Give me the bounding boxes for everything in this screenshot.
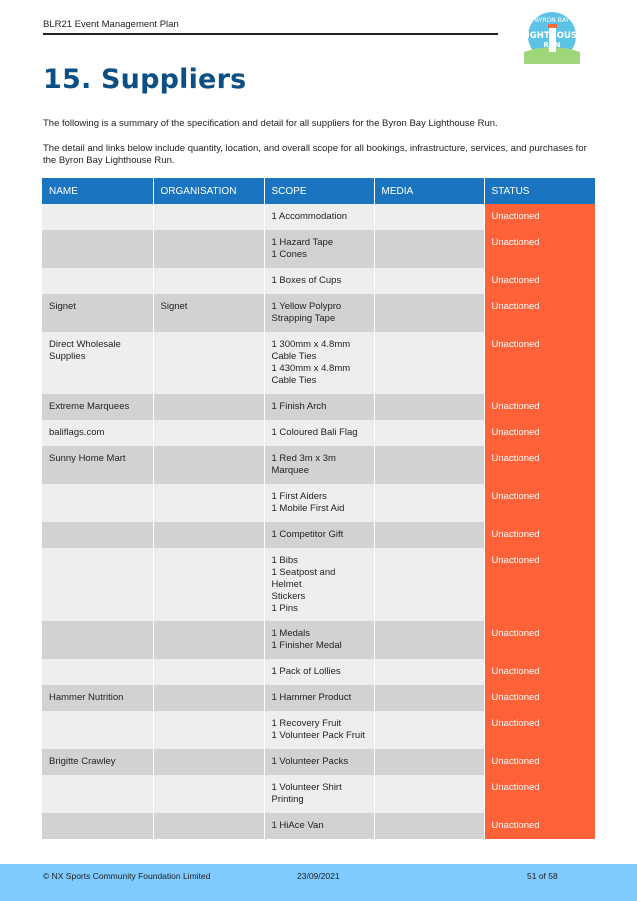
scope-line: 1 Pack of Lollies	[271, 666, 341, 677]
scope-line: Cable Ties	[271, 375, 317, 386]
cell-organisation	[153, 659, 264, 685]
scope-line: 1 Volunteer Pack Fruit	[271, 730, 365, 741]
column-header-scope: SCOPE	[264, 178, 374, 204]
status-badge: Unactioned	[484, 659, 595, 685]
scope-line: 1 Yellow Polypro	[271, 301, 342, 312]
logo-line1: BYRON BAY	[534, 17, 570, 24]
table-row	[42, 446, 595, 484]
table-body	[42, 204, 595, 839]
cell-scope	[264, 775, 374, 813]
cell-name	[42, 659, 153, 685]
scope-line: 1 300mm x 4.8mm	[271, 339, 351, 350]
cell-media	[374, 685, 484, 711]
status-badge: Unactioned	[484, 420, 595, 446]
intro-paragraph-2: The detail and links below include quantity, location, and overall scope for all bookings, infrastructure, services, and purchases for the Byron Bay Lighthouse Run.	[43, 143, 587, 166]
cell-name	[42, 711, 153, 749]
table-row	[42, 685, 595, 711]
cell-media	[374, 294, 484, 332]
cell-scope	[264, 484, 374, 522]
cell-scope	[264, 522, 374, 548]
scope-line: 1 Volunteer Packs	[271, 756, 349, 767]
scope-line: 1 Finisher Medal	[271, 640, 342, 651]
scope-line: 1 Red 3m x 3m	[271, 453, 336, 464]
cell-media	[374, 268, 484, 294]
footer-date: 23/09/2021	[297, 871, 340, 881]
cell-scope	[264, 548, 374, 621]
status-badge: Unactioned	[484, 621, 595, 659]
cell-media	[374, 420, 484, 446]
cell-name	[42, 268, 153, 294]
header-rule	[43, 33, 498, 35]
scope-line: 1 HiAce Van	[271, 820, 324, 831]
cell-name: baliflags.com	[42, 420, 153, 446]
cell-organisation	[153, 813, 264, 839]
scope-line: 1 Coloured Bali Flag	[271, 427, 358, 438]
cell-scope	[264, 711, 374, 749]
status-badge: Unactioned	[484, 685, 595, 711]
table-row	[42, 294, 595, 332]
status-badge: Unactioned	[484, 749, 595, 775]
scope-line: Cable Ties	[271, 351, 317, 362]
cell-media	[374, 484, 484, 522]
cell-name: Hammer Nutrition	[42, 685, 153, 711]
cell-media	[374, 775, 484, 813]
scope-line: 1 Finish Arch	[271, 401, 327, 412]
cell-name: Signet	[42, 294, 153, 332]
scope-line: Strapping Tape	[271, 313, 336, 324]
cell-scope	[264, 813, 374, 839]
table-row	[42, 749, 595, 775]
column-header-organisation: ORGANISATION	[153, 178, 264, 204]
cell-name	[42, 548, 153, 621]
cell-scope	[264, 749, 374, 775]
footer-page-number: 51 of 58	[527, 871, 558, 881]
cell-organisation	[153, 685, 264, 711]
footer	[0, 864, 637, 901]
cell-media	[374, 332, 484, 394]
table-row	[42, 711, 595, 749]
scope-line: 1 Boxes of Cups	[271, 275, 342, 286]
status-badge: Unactioned	[484, 394, 595, 420]
cell-scope	[264, 394, 374, 420]
cell-organisation	[153, 548, 264, 621]
cell-media	[374, 204, 484, 230]
table-row	[42, 268, 595, 294]
cell-media	[374, 230, 484, 268]
scope-line: 1 430mm x 4.8mm	[271, 363, 351, 374]
cell-name	[42, 230, 153, 268]
cell-name	[42, 813, 153, 839]
cell-scope	[264, 332, 374, 394]
cell-scope	[264, 420, 374, 446]
cell-name: Extreme Marquees	[42, 394, 153, 420]
intro-paragraph-1: The following is a summary of the specification and detail for all suppliers for the Byron Bay Lighthouse Run.	[43, 118, 498, 129]
cell-organisation	[153, 446, 264, 484]
table-row	[42, 332, 595, 394]
status-badge: Unactioned	[484, 484, 595, 522]
scope-line: 1 First Aiders	[271, 491, 327, 502]
lighthouse-run-logo	[518, 12, 584, 64]
table-row	[42, 659, 595, 685]
cell-organisation	[153, 204, 264, 230]
status-badge: Unactioned	[484, 294, 595, 332]
table-row	[42, 548, 595, 621]
cell-organisation	[153, 268, 264, 294]
status-badge: Unactioned	[484, 446, 595, 484]
status-badge: Unactioned	[484, 522, 595, 548]
header-title: BLR21 Event Management Plan	[43, 19, 179, 30]
scope-line: Marquee	[271, 465, 309, 476]
scope-line: Printing	[271, 794, 304, 805]
scope-line: Stickers	[271, 591, 306, 602]
footer-org: © NX Sports Community Foundation Limited	[43, 871, 211, 881]
scope-line: 1 Cones	[271, 249, 307, 260]
scope-line: 1 Medals	[271, 628, 311, 639]
cell-organisation	[153, 332, 264, 394]
cell-name	[42, 204, 153, 230]
cell-organisation: Signet	[153, 294, 264, 332]
status-badge: Unactioned	[484, 332, 595, 394]
status-badge: Unactioned	[484, 548, 595, 621]
scope-line: 1 Competitor Gift	[271, 529, 344, 540]
table-row	[42, 775, 595, 813]
table-row	[42, 230, 595, 268]
cell-name	[42, 621, 153, 659]
cell-name: Sunny Home Mart	[42, 446, 153, 484]
status-badge: Unactioned	[484, 775, 595, 813]
column-header-media: MEDIA	[374, 178, 484, 204]
cell-organisation	[153, 621, 264, 659]
status-badge: Unactioned	[484, 230, 595, 268]
cell-media	[374, 749, 484, 775]
cell-scope	[264, 204, 374, 230]
cell-organisation	[153, 230, 264, 268]
table-row	[42, 522, 595, 548]
cell-name: Direct Wholesale Supplies	[42, 332, 153, 394]
scope-line: 1 Accommodation	[271, 211, 348, 222]
cell-name	[42, 775, 153, 813]
scope-line: 1 Bibs	[271, 555, 298, 566]
logo-line3: RUN	[543, 41, 561, 49]
cell-name: Brigitte Crawley	[42, 749, 153, 775]
table-row	[42, 813, 595, 839]
table-row	[42, 204, 595, 230]
table-row	[42, 621, 595, 659]
table-row	[42, 484, 595, 522]
cell-scope	[264, 685, 374, 711]
cell-organisation	[153, 394, 264, 420]
cell-media	[374, 548, 484, 621]
scope-line: 1 Volunteer Shirt	[271, 782, 342, 793]
cell-scope	[264, 446, 374, 484]
cell-name	[42, 522, 153, 548]
logo-line2: LIGHTHOUSE	[521, 31, 583, 41]
page-title: 15. Suppliers	[43, 64, 247, 95]
scope-line: 1 Recovery Fruit	[271, 718, 342, 729]
scope-line: 1 Seatpost and Helmet	[271, 567, 336, 590]
status-badge: Unactioned	[484, 268, 595, 294]
status-badge: Unactioned	[484, 711, 595, 749]
table-row	[42, 394, 595, 420]
cell-media	[374, 446, 484, 484]
cell-media	[374, 711, 484, 749]
cell-media	[374, 659, 484, 685]
cell-media	[374, 621, 484, 659]
column-header-status: STATUS	[484, 178, 595, 204]
cell-name	[42, 484, 153, 522]
table-header-row	[42, 178, 595, 204]
cell-scope	[264, 230, 374, 268]
cell-organisation	[153, 484, 264, 522]
suppliers-table	[42, 178, 595, 839]
table-row	[42, 420, 595, 446]
cell-organisation	[153, 522, 264, 548]
cell-media	[374, 394, 484, 420]
status-badge: Unactioned	[484, 813, 595, 839]
cell-media	[374, 522, 484, 548]
cell-scope	[264, 294, 374, 332]
scope-line: 1 Pins	[271, 603, 298, 614]
cell-organisation	[153, 420, 264, 446]
cell-scope	[264, 659, 374, 685]
scope-line: 1 Mobile First Aid	[271, 503, 345, 514]
column-header-name: NAME	[42, 178, 153, 204]
cell-media	[374, 813, 484, 839]
scope-line: 1 Hammer Product	[271, 692, 352, 703]
cell-scope	[264, 621, 374, 659]
cell-organisation	[153, 749, 264, 775]
cell-organisation	[153, 711, 264, 749]
cell-organisation	[153, 775, 264, 813]
scope-line: 1 Hazard Tape	[271, 237, 334, 248]
cell-scope	[264, 268, 374, 294]
status-badge: Unactioned	[484, 204, 595, 230]
